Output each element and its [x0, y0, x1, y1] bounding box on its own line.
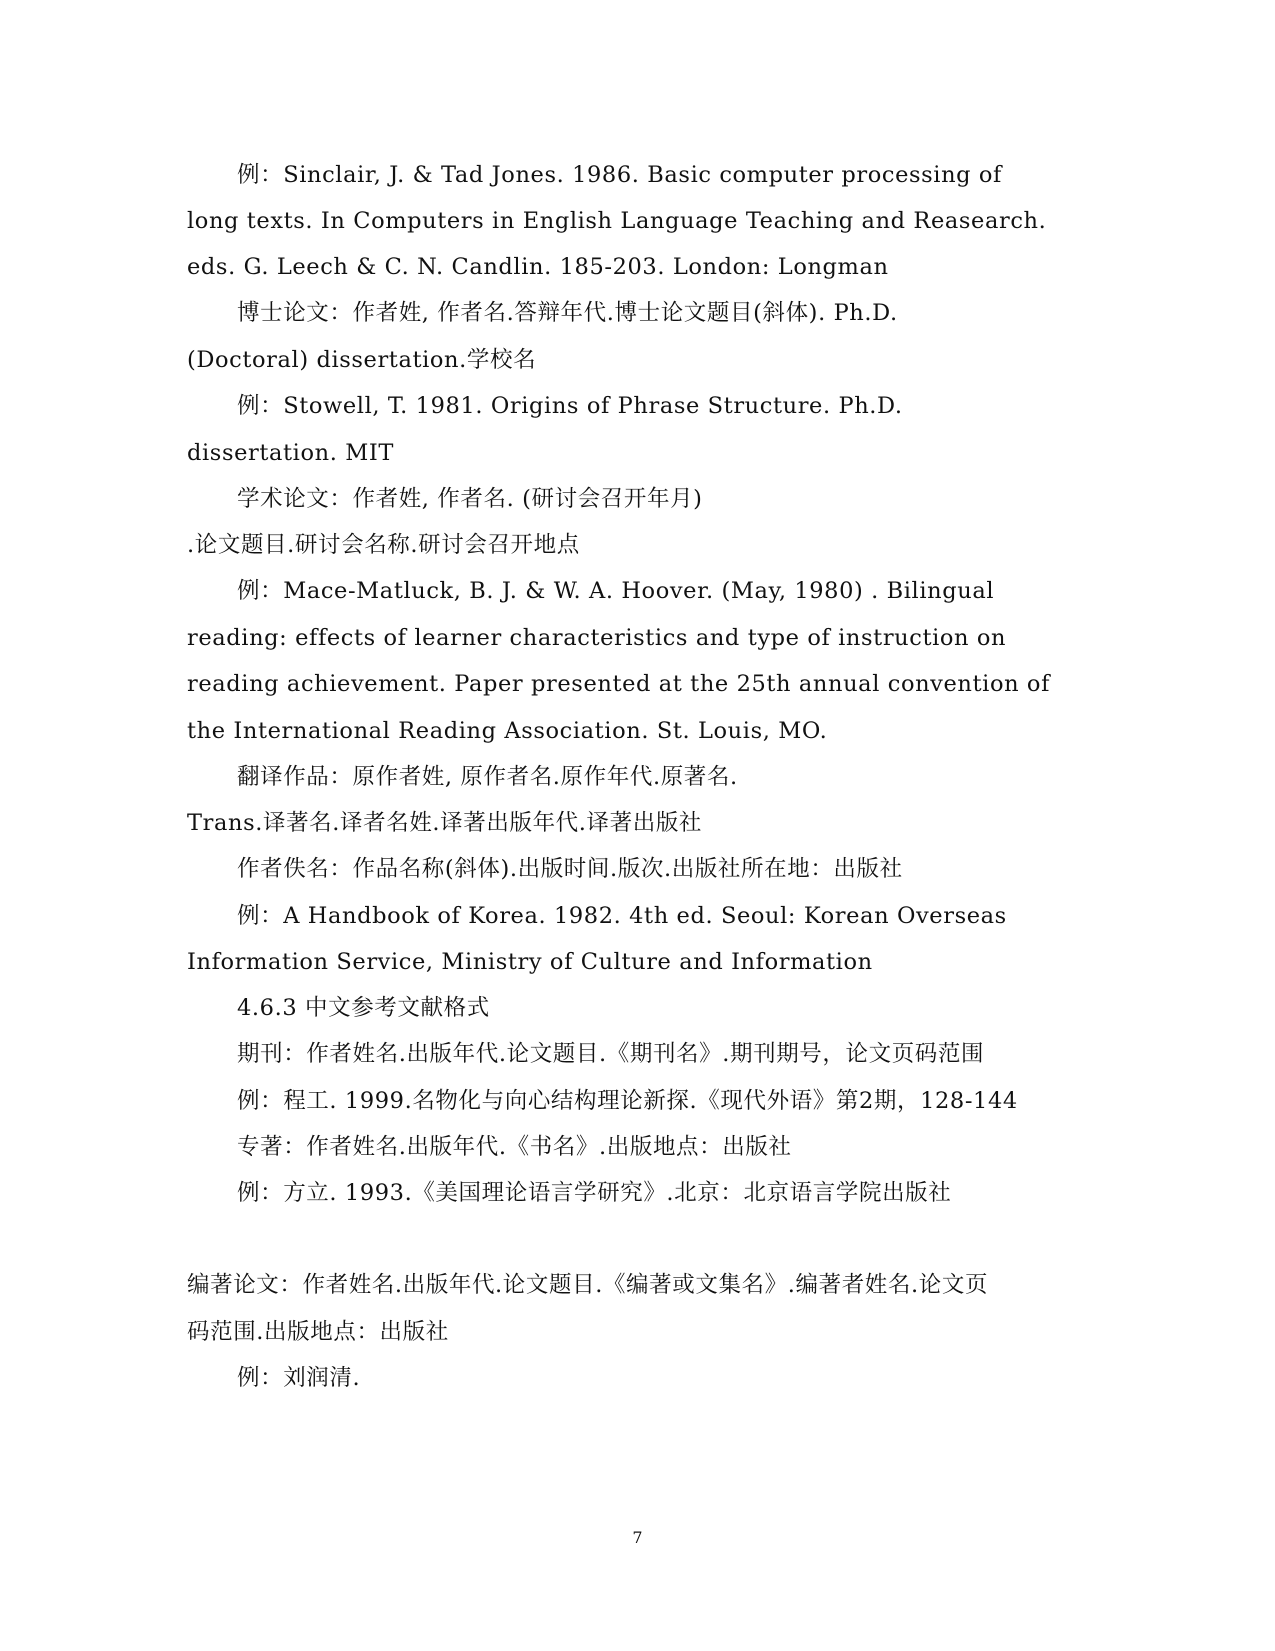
text-line: reading achievement. Paper presented at the 25th annual convention of — [187, 671, 1051, 697]
text-line: .论文题目.研讨会名称.研讨会召开地点 — [187, 532, 580, 558]
text-line: 例：Mace-Matluck, B. J. & W. A. Hoover. (May, 1980) . Bilingual — [237, 578, 995, 604]
text-line: eds. G. Leech & C. N. Candlin. 185-203. London: Longman — [187, 254, 889, 280]
text-line: 例：Stowell, T. 1981. Origins of Phrase Structure. Ph.D. — [237, 393, 903, 419]
text-line: 例：程工. 1999.名物化与向心结构理论新探.《现代外语》第2期，128-144 — [237, 1088, 1018, 1114]
text-line: Information Service, Ministry of Culture and Information — [187, 949, 873, 975]
text-line: 例：刘润清. — [237, 1365, 361, 1391]
text-line: 例：Sinclair, J. & Tad Jones. 1986. Basic computer processing of — [237, 162, 1002, 188]
text-line: Trans.译著名.译者名姓.译著出版年代.译著出版社 — [187, 810, 703, 836]
page-number: 7 — [632, 1528, 643, 1547]
text-line: long texts. In Computers in English Language Teaching and Reasearch. — [187, 208, 1047, 234]
text-line: 学术论文：作者姓, 作者名. (研讨会召开年月) — [237, 486, 703, 512]
text-line: (Doctoral) dissertation.学校名 — [187, 347, 537, 373]
text-line: reading: effects of learner characteristics and type of instruction on — [187, 625, 1007, 651]
text-line: 期刊：作者姓名.出版年代.论文题目.《期刊名》.期刊期号，论文页码范围 — [237, 1041, 985, 1067]
text-line: 编著论文：作者姓名.出版年代.论文题目.《编著或文集名》.编著者姓名.论文页 — [187, 1272, 989, 1298]
text-line: dissertation. MIT — [187, 440, 394, 466]
text-line: 翻译作品：原作者姓, 原作者名.原作年代.原著名. — [237, 764, 738, 790]
section-heading: 4.6.3 中文参考文献格式 — [237, 995, 490, 1021]
text-line: 例：方立. 1993.《美国理论语言学研究》.北京：北京语言学院出版社 — [237, 1180, 952, 1206]
text-line: 专著：作者姓名.出版年代.《书名》.出版地点：出版社 — [237, 1134, 792, 1160]
text-line: 博士论文：作者姓, 作者名.答辩年代.博士论文题目(斜体). Ph.D. — [237, 300, 898, 326]
text-line: 码范围.出版地点：出版社 — [187, 1319, 449, 1345]
text-line: the International Reading Association. St. Louis, MO. — [187, 718, 828, 744]
text-line: 作者佚名：作品名称(斜体).出版时间.版次.出版社所在地：出版社 — [237, 856, 903, 882]
text-line: 例：A Handbook of Korea. 1982. 4th ed. Seoul: Korean Overseas — [237, 903, 1007, 929]
